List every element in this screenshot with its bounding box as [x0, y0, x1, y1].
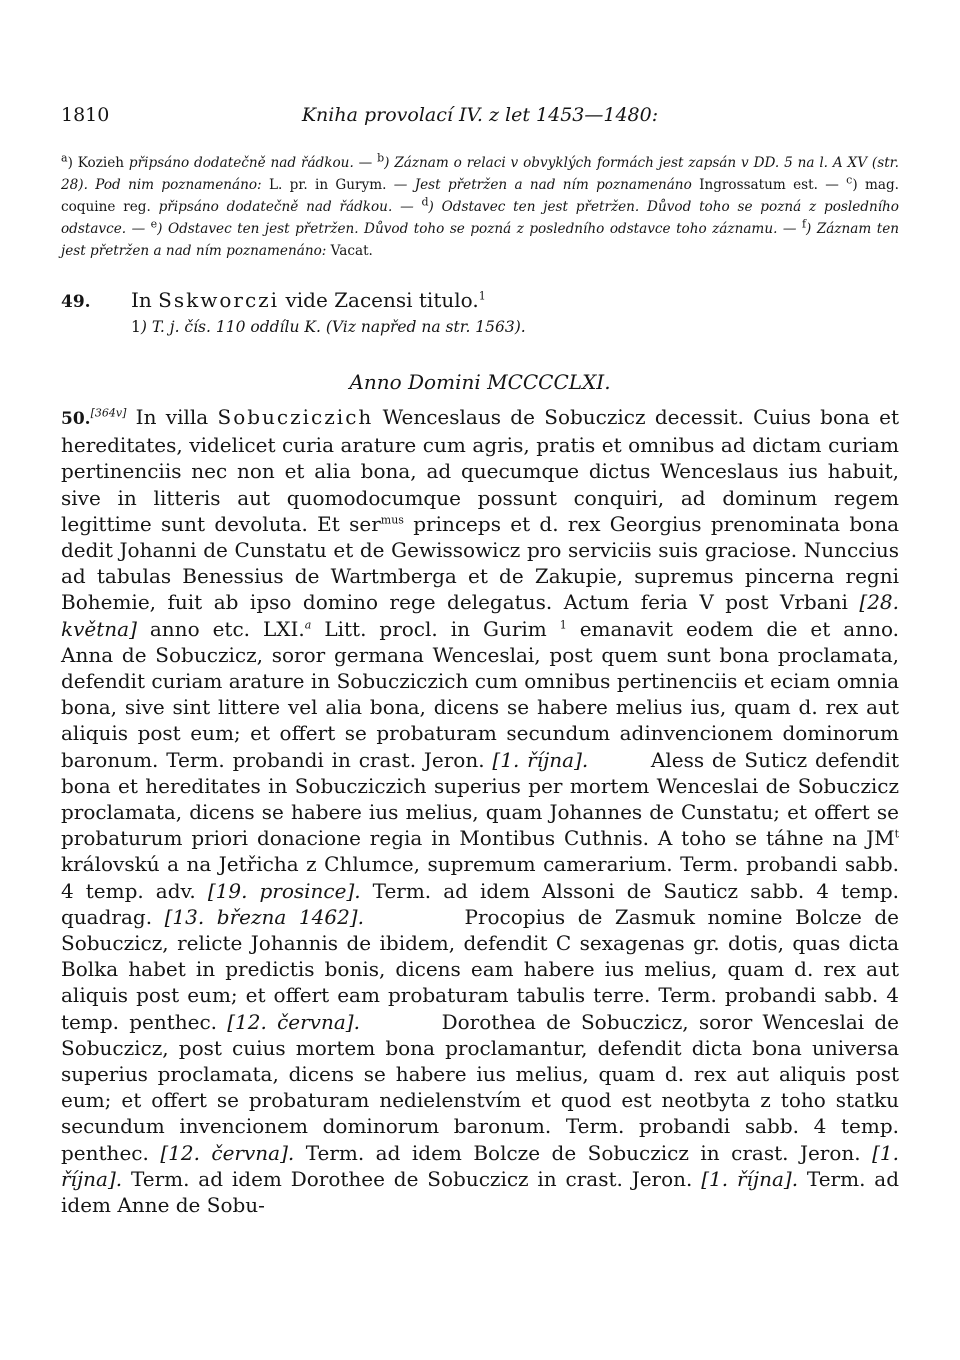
- editor-date: [1. října].: [492, 747, 589, 772]
- entry-text: Term. ad idem Dorothee de Sobuczicz in crast. Jeron.: [122, 1166, 702, 1191]
- entry-text: Term. ad idem Bolcze de Sobuczicz in crast. Jeron.: [294, 1140, 873, 1165]
- editor-date: [13. března 1462].: [164, 904, 364, 929]
- note-a: ) Kozieh: [67, 155, 125, 171]
- entry-text: emanavit eodem die et anno. Anna de Sobuczicz, soror germana Wenceslai, post quem sunt bona proclamata, defendit curiam arature in Sobucziczich cum omnibus pertinenciis et eciam omnia bona, sive sint littere vel alia bona, dicens se habere melius ius, quam d. rex aut aliquis post eum; et offert se probaturam secundum adinvencionem dominorum baronum. Term. probandi in crast. Jeron.: [61, 616, 950, 772]
- editor-date: [12. června].: [227, 1009, 360, 1034]
- entry-text: Term. ad idem Alssoni de Sauticz sabb. 4 temp. quadrag.: [61, 878, 900, 929]
- running-title: Kniha provolací IV. z let 1453—1480:: [301, 104, 659, 126]
- note-mark-a: a: [61, 151, 68, 165]
- note-mark-d: d: [421, 195, 429, 209]
- folio-mark: [364v]: [90, 406, 127, 420]
- page-header: [61, 104, 899, 134]
- entry-text: Litt. procl. in Gurim: [311, 616, 560, 641]
- note-mark-b: b: [377, 151, 385, 165]
- entry-text: Dorothea de Sobuczicz, soror Wenceslai de Sobuczicz, post cuius mortem bona proclamantur, defendit dicta bona universa superius proclamata, dicens se habere ius melius, quam d. rex aut aliquis post eum; et offert se probaturam nedielenstvím et quod est neotbyta z toho statku secundum invencionem dominorum baronum. Term. probandi sabb. 4 temp. penthec.: [61, 1009, 906, 1165]
- note-b-quote: L. pr. in Gurym.: [261, 177, 394, 193]
- note-ref: a: [304, 617, 312, 631]
- editor-date: [28. května]: [61, 590, 899, 641]
- footnote-ref: 1: [559, 617, 567, 631]
- entry-50: [61, 404, 950, 1218]
- note-c-comment: připsáno dodatečně nad řádkou. —: [150, 199, 422, 215]
- editor-date: [1. října].: [701, 1166, 799, 1191]
- superscript: mus: [380, 513, 404, 527]
- entry-49: [61, 287, 899, 315]
- superscript: t: [894, 827, 899, 841]
- note-d: ) Odstavec ten jest přetržen. Důvod toho se pozná z posledního odstavce. —: [61, 199, 899, 237]
- entry-text: In: [131, 288, 159, 312]
- entry-place: Sobucziczich: [217, 405, 374, 429]
- entry-text: Wenceslaus de Sobuczicz decessit. Cuius bona et hereditates, videlicet curia arature cum agris, pratis et omnibus ad dictam curiam pertinenciis nec non et alia bona, ad quecumque dictus Wenceslaus ius habuit, sive in litteris aut quomodocumque possunt conquiri, ad dominum regem legittime sunt devoluta. Et ser: [61, 405, 900, 536]
- note-sep: —: [353, 155, 378, 171]
- note-b-quote2: Ingrossatum est. —: [691, 177, 847, 193]
- note-mark-f: f: [801, 217, 807, 231]
- note-b: ) Záznam o relaci v obvyklých formách jest zapsán v DD. 5 na l. A XV (str. 28). Pod nim poznamenáno:: [61, 155, 899, 193]
- note-mark-e: e: [150, 217, 158, 231]
- entry-text: In villa: [126, 405, 218, 429]
- note-a-comment: připsáno dodatečně nad řádkou.: [128, 155, 354, 171]
- year-heading: Anno Domini MCCCCLXI.: [349, 370, 611, 394]
- editor-date: [1. října].: [61, 1140, 899, 1191]
- footnote-text: ) T. j. čís. 110 oddílu K. (Viz napřed na str. 1563).: [140, 318, 526, 336]
- entry-text: Aless de Suticz defendit bona et hereditates in Sobucziczich superius per mortem Wenceslai de Sobuczicz proclamata, dicens se habere ius melius, quam Johannes de Cunstatu; et offert se probaturum priori donacione regia in Montibus Cuthnis. A toho se táhne na JM: [61, 747, 906, 851]
- note-e: ) Odstavec ten jest přetržen. Důvod toho se pozná z posledního odstavce toho záznamu. —: [157, 221, 802, 237]
- footnote-mark: 1: [131, 318, 141, 336]
- note-mark-c: c: [846, 173, 853, 187]
- entry-text: anno etc. LXI.: [136, 616, 305, 641]
- entry-text: princeps et d. rex Georgius prenominata bona dedit Johanni de Cunstatu et de Gewissowicz pro serviciis suis graciose. Nunccius ad tabulas Benessius de Wartmberga et de Zakupie, supremus pincerna regni Bohemie, fuit ab ipso domino rege delegatus. Actum feria V post Vrbani: [61, 511, 899, 615]
- note-f-quote: Vacat.: [326, 243, 373, 259]
- note-f: ) Záznam ten jest přetržen a nad ním poznamenáno:: [61, 221, 900, 259]
- entry-text-rest: vide Zacensi titulo.: [279, 288, 479, 312]
- entry-number: 49.: [61, 292, 91, 312]
- footnote-ref: 1: [478, 289, 486, 303]
- apparatus-notes: [61, 152, 899, 262]
- note-b-rest: — Jest přetržen a nad ním poznamenáno: [393, 177, 692, 193]
- footnote-49: [131, 316, 526, 338]
- entry-text: Procopius de Zasmuk nomine Bolcze de Sobuczicz, relicte Johannis de ibidem, defendit C sexagenas gr. dotis, quas dicta Bolka habet in predictis bonis, dicens eam habere ius melius, quam d. rex aut aliquis post eum; et offert eam probaturam tabulis terre. Term. probandi sabb. 4 temp. penthec.: [61, 904, 906, 1034]
- entry-text: královskú a na Jetřicha z Chlumce, supremum camerarium. Term. probandi sabb. 4 temp. adv.: [61, 852, 899, 903]
- editor-date: [19. prosince].: [207, 878, 361, 903]
- editor-date: [12. června].: [160, 1140, 295, 1165]
- entry-place: Sskworczi: [158, 288, 280, 312]
- note-c: ) mag. coquine reg.: [61, 177, 899, 215]
- entry-number: 50.: [61, 409, 91, 429]
- entry-text: Term. ad idem Anne de Sobu-: [61, 1166, 899, 1218]
- page-number: 1810: [61, 104, 110, 126]
